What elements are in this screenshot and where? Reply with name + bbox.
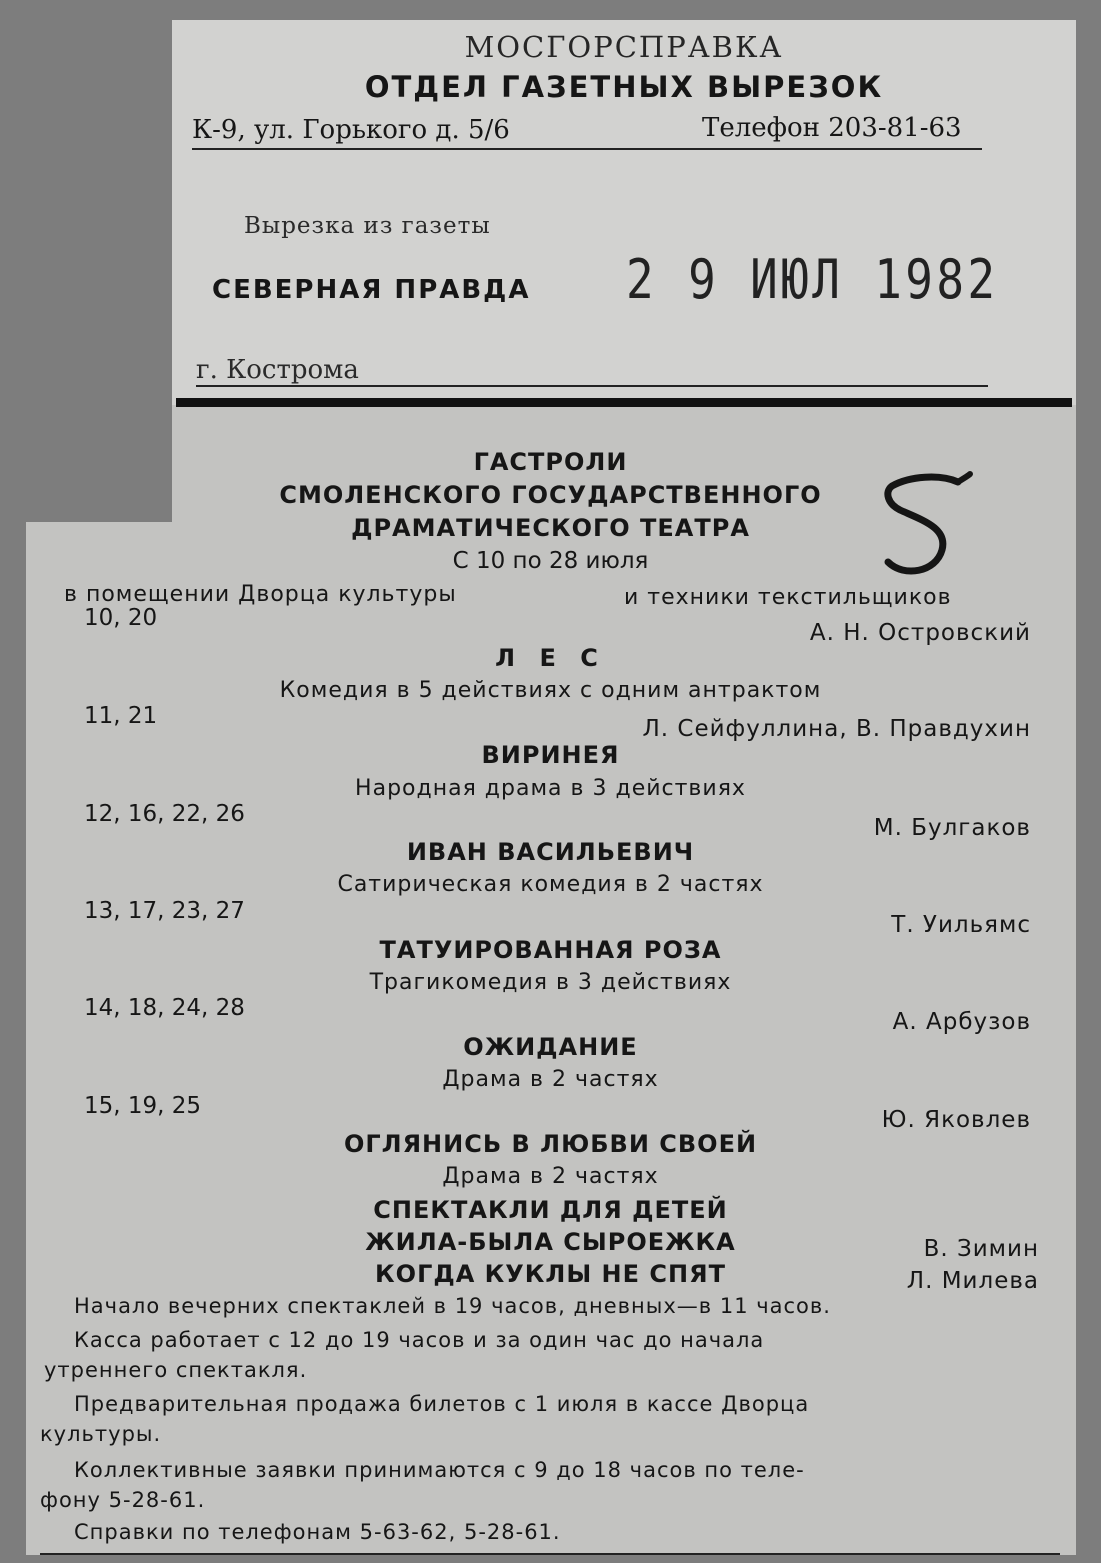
info-line: культуры. — [40, 1422, 162, 1446]
info-line: Коллективные заявки принимаются с 9 до 18 часов по теле- — [74, 1458, 805, 1482]
agency-address: К-9, ул. Горького д. 5/6 — [192, 115, 510, 145]
children-heading: СПЕКТАКЛИ ДЛЯ ДЕТЕЙ — [373, 1196, 728, 1224]
children-play-author: В. Зимин — [923, 1236, 1039, 1262]
city-name: г. Кострома — [196, 355, 359, 385]
handwritten-mark — [870, 452, 980, 592]
play-author: М. Булгаков — [873, 815, 1031, 841]
play-title: ВИРИНЕЯ — [481, 741, 620, 769]
play-title: Л Е С — [495, 644, 606, 672]
children-play-author: Л. Милева — [906, 1268, 1039, 1294]
info-line: Касса работает с 12 до 19 часов и за один час до начала — [74, 1328, 765, 1352]
bottom-rule — [40, 1553, 1060, 1555]
children-play-title: ЖИЛА-БЫЛА СЫРОЕЖКА — [365, 1228, 736, 1256]
department-name: ОТДЕЛ ГАЗЕТНЫХ ВЫРЕЗОК — [364, 70, 884, 104]
play-dates: 15, 19, 25 — [84, 1093, 202, 1119]
play-genre: Драма в 2 частях — [442, 1164, 659, 1189]
play-title: ТАТУИРОВАННАЯ РОЗА — [379, 936, 722, 964]
play-author: Л. Сейфуллина, В. Правдухин — [642, 716, 1031, 742]
info-line: Начало вечерних спектаклей в 19 часов, дневных—в 11 часов. — [74, 1294, 831, 1318]
header-rule — [192, 148, 982, 150]
play-title: ОГЛЯНИСЬ В ЛЮБВИ СВОЕЙ — [343, 1130, 758, 1158]
agency-name: МОСГОРСПРАВКА — [464, 30, 784, 64]
date-stamp: 2 9 ИЮЛ 1982 — [626, 248, 999, 311]
agency-phone: Телефон 203-81-63 — [702, 113, 962, 143]
children-play-title: КОГДА КУКЛЫ НЕ СПЯТ — [375, 1260, 726, 1288]
play-title: ИВАН ВАСИЛЬЕВИЧ — [406, 838, 695, 866]
venue-left: в помещении Дворца культуры — [64, 582, 457, 607]
info-line: Справки по телефонам 5-63-62, 5-28-61. — [74, 1520, 561, 1544]
play-author: А. Арбузов — [892, 1009, 1031, 1035]
play-dates: 12, 16, 22, 26 — [84, 801, 245, 827]
play-genre: Народная драма в 3 действиях — [355, 776, 746, 801]
cut-label: Вырезка из газеты — [244, 213, 491, 239]
play-dates: 13, 17, 23, 27 — [84, 898, 245, 924]
play-genre: Комедия в 5 действиях с одним антрактом — [279, 678, 822, 703]
play-dates: 10, 20 — [84, 605, 158, 631]
info-line: фону 5-28-61. — [40, 1488, 206, 1512]
tour-title-line2: СМОЛЕНСКОГО ГОСУДАРСТВЕННОГО — [279, 481, 822, 509]
play-dates: 14, 18, 24, 28 — [84, 995, 245, 1021]
tour-title-line3: ДРАМАТИЧЕСКОГО ТЕАТРА — [351, 514, 750, 542]
city-rule — [196, 385, 988, 387]
play-author: Т. Уильямс — [891, 912, 1031, 938]
play-genre: Драма в 2 частях — [442, 1067, 659, 1092]
play-dates: 11, 21 — [84, 703, 158, 729]
newspaper-name: СЕВЕРНАЯ ПРАВДА — [212, 275, 531, 305]
venue-right: и техники текстильщиков — [624, 585, 952, 610]
play-author: А. Н. Островский — [809, 620, 1031, 646]
play-author: Ю. Яковлев — [881, 1107, 1031, 1133]
play-genre: Трагикомедия в 3 действиях — [369, 970, 732, 995]
play-title: ОЖИДАНИЕ — [463, 1033, 638, 1061]
tour-title-line1: ГАСТРОЛИ — [473, 448, 628, 476]
play-genre: Сатирическая комедия в 2 частях — [337, 872, 764, 897]
info-line: утреннего спектакля. — [44, 1358, 308, 1382]
tour-dates: С 10 по 28 июля — [452, 548, 649, 574]
heavy-divider — [176, 398, 1072, 407]
info-line: Предварительная продажа билетов с 1 июля в кассе Дворца — [74, 1392, 810, 1416]
